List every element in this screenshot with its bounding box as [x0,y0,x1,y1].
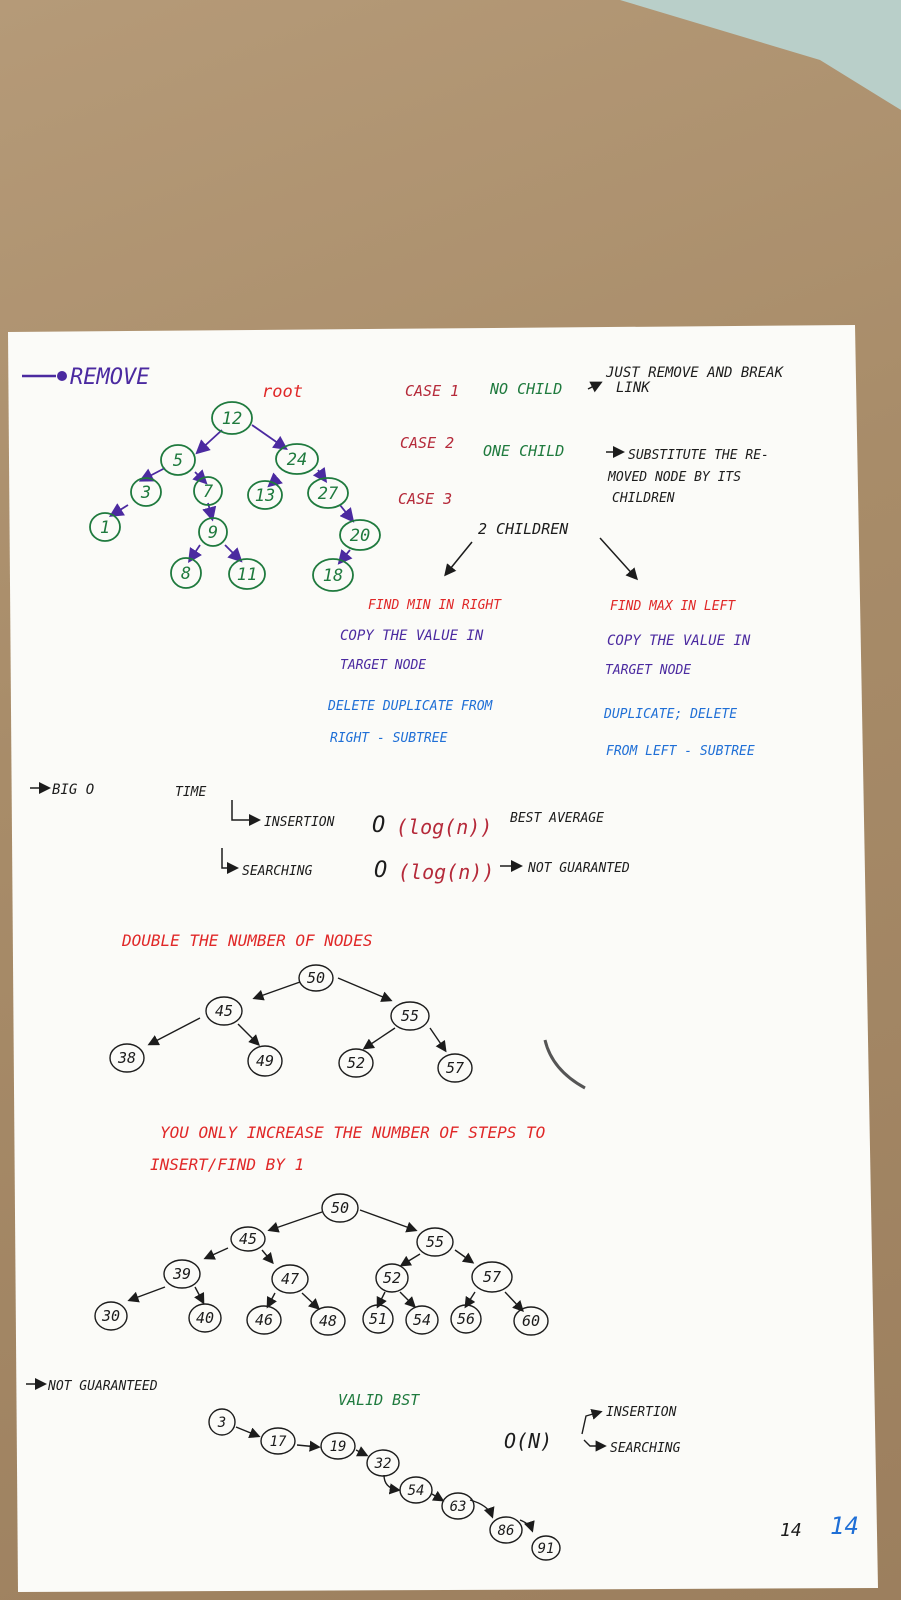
node-value: 24 [286,450,308,470]
insertion-log-n: (log(n)) [396,815,493,839]
node-value: 18 [322,566,344,586]
node-value: 27 [317,484,339,504]
right-line1: COPY THE VALUE IN [340,628,484,644]
case2-desc-line1: SUBSTITUTE THE RE- [628,448,769,463]
left-line1: COPY THE VALUE IN [607,633,751,649]
node-value: 30 [101,1307,121,1325]
root-label: root [262,382,303,402]
case2-title: ONE CHILD [483,442,565,460]
node-value: 38 [117,1049,137,1067]
node-value: 20 [349,526,371,546]
node-value: 57 [482,1268,502,1286]
searching-label: SEARCHING [242,864,313,879]
node-value: 60 [521,1312,541,1330]
node-value: 86 [497,1523,515,1539]
node-value: 48 [318,1312,338,1330]
left-line2: TARGET NODE [605,663,692,678]
not-guaranted: NOT GUARANTED [528,861,630,876]
case1-desc-line1: JUST REMOVE AND BREAK [606,365,784,381]
paper-sheet [8,325,878,1592]
node-value: 1 [99,518,111,538]
right-line2: TARGET NODE [340,658,427,673]
insertion-label: INSERTION [264,815,335,830]
node-value: 13 [254,486,276,506]
node-value: 45 [238,1230,258,1248]
node-value: 19 [329,1439,347,1455]
node-value: 55 [425,1233,445,1251]
searching-log-n: (log(n)) [398,860,495,884]
case1-desc-line2: LINK [616,380,650,396]
node-value: 54 [407,1483,425,1499]
not-guaranteed-label: NOT GUARANTEED [48,1379,158,1394]
node-value: 40 [195,1309,215,1327]
case3-label: CASE 3 [398,490,453,508]
insertion-o: O [372,813,386,838]
remove-heading: REMOVE [70,365,150,390]
increase-line1: YOU ONLY INCREASE THE NUMBER OF STEPS TO [160,1123,546,1142]
node-value: 51 [368,1310,388,1328]
node-value: 45 [214,1002,234,1020]
node-value: 3 [140,483,152,503]
node-value: 5 [172,451,184,471]
node-value: 8 [180,564,192,584]
case1-title: NO CHILD [490,380,563,398]
node-value: 47 [280,1270,300,1288]
node-value: 56 [456,1310,476,1328]
right-line4: RIGHT - SUBTREE [330,731,448,746]
node-value: 17 [269,1434,287,1450]
page-number-black: 14 [780,1520,802,1541]
node-value: 11 [236,565,258,585]
valid-bst-label: VALID BST [338,1391,420,1409]
node-value: 50 [306,969,326,987]
increase-line2: INSERT/FIND BY 1 [150,1155,305,1174]
node-value: 91 [537,1541,555,1557]
node-value: 55 [400,1007,420,1025]
case2-desc-line2: MOVED NODE BY ITS [608,470,742,485]
node-value: 7 [202,482,214,502]
o-n-label: O(N) [504,1429,553,1453]
node-value: 50 [330,1199,350,1217]
right-title: FIND MIN IN RIGHT [368,598,502,613]
node-value: 9 [207,523,219,543]
page-number-blue: 14 [830,1512,859,1540]
node-value: 3 [217,1415,227,1431]
node-value: 54 [412,1311,432,1329]
o-n-insertion: INSERTION [606,1405,677,1420]
case2-desc-line3: CHILDREN [612,491,675,506]
best-average: BEST AVERAGE [510,811,604,826]
node-value: 46 [254,1311,274,1329]
node-value: 32 [374,1456,392,1472]
o-n-searching: SEARCHING [610,1441,681,1456]
node-value: 12 [221,409,243,429]
node-value: 52 [346,1054,366,1072]
node-value: 49 [255,1052,275,1070]
case2-label: CASE 2 [400,434,455,452]
node-value: 57 [445,1059,465,1077]
node-value: 63 [449,1499,467,1515]
node-value: 39 [172,1265,192,1283]
big-o-label: BIG O [52,782,95,798]
searching-o: O [374,858,388,883]
left-line4: FROM LEFT - SUBTREE [606,744,755,759]
background-corner [620,0,901,110]
left-title: FIND MAX IN LEFT [610,599,736,614]
time-label: TIME [175,785,207,800]
node-value: 52 [382,1269,402,1287]
case3-title: 2 CHILDREN [478,520,569,538]
double-heading: DOUBLE THE NUMBER OF NODES [122,931,373,950]
right-line3: DELETE DUPLICATE FROM [328,699,493,714]
case1-label: CASE 1 [405,382,460,400]
left-line3: DUPLICATE; DELETE [604,707,738,722]
